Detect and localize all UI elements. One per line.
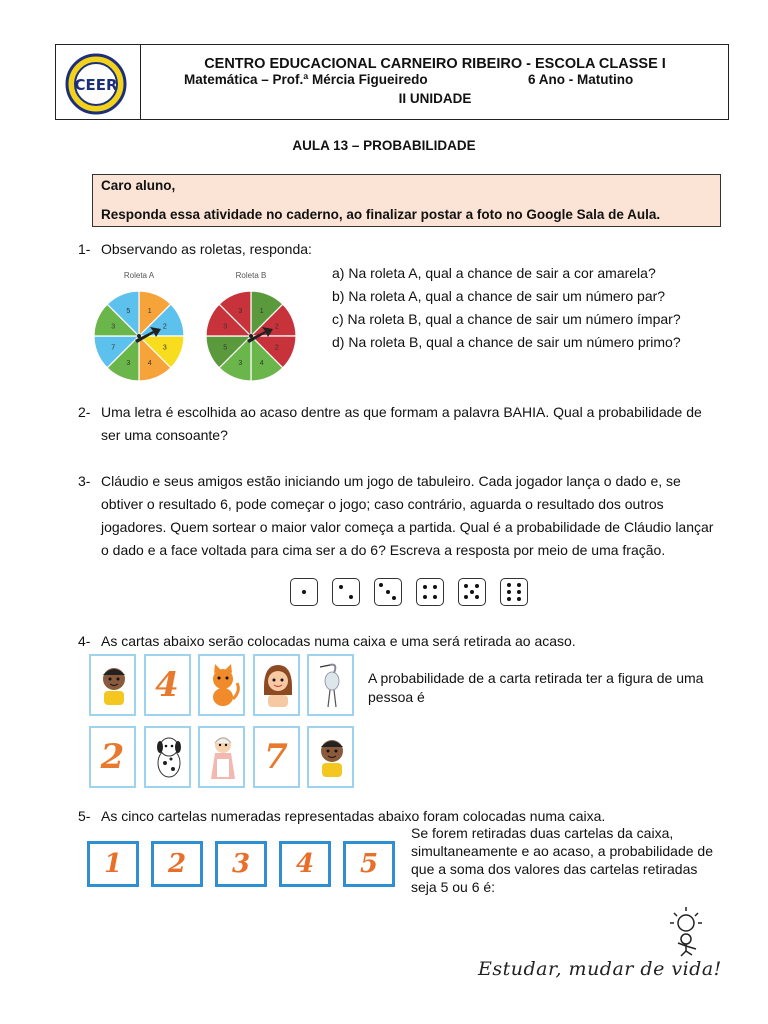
tile-number: 5: [359, 849, 379, 879]
q1-item-c: c) Na roleta B, qual a chance de sair um número ímpar?: [332, 311, 681, 327]
number-tile: [87, 841, 139, 887]
wheel-b-sector-number: 2: [274, 344, 279, 352]
card-number: 2: [100, 737, 125, 777]
die-pip: [517, 597, 521, 601]
logo-text: CEER: [74, 76, 118, 94]
boy-figure-card: [307, 726, 354, 788]
die-pip: [423, 585, 427, 589]
die-pip: [423, 595, 427, 599]
wheel-a-sector-number: 2: [162, 323, 167, 331]
wheel-a-sector-number: 3: [162, 344, 167, 352]
number-tile: [151, 841, 203, 887]
q3-line4: o dado e a face voltada para cima ser a do 6? Escreva a resposta por meio de uma fração.: [101, 542, 666, 558]
die-pip: [475, 595, 479, 599]
number-card: [144, 654, 191, 716]
die-pip: [507, 583, 511, 587]
wheel-b-sector-number: 4: [259, 359, 264, 367]
q5-prompt: As cinco cartelas numeradas representadas abaixo foram colocadas numa caixa.: [101, 808, 606, 824]
woman-figure-card: [198, 726, 245, 788]
dog-figure: [149, 733, 189, 786]
wheel-a-sector-number: 4: [147, 359, 152, 367]
boy-figure: [94, 661, 134, 714]
die-face-1: [290, 578, 318, 606]
boy-figure-card: [89, 654, 136, 716]
q5-text-line4: seja 5 ou 6 é:: [411, 879, 496, 895]
wheel-a: [94, 291, 184, 381]
die-pip: [386, 590, 390, 594]
die-pip: [339, 585, 343, 589]
dog-figure-card: [144, 726, 191, 788]
q1-prompt: Observando as roletas, responda:: [101, 241, 312, 257]
tile-number: 4: [295, 849, 315, 879]
wheel-b-label: Roleta B: [235, 271, 267, 280]
wheel-b-hub: [249, 334, 253, 338]
woman-figure: [203, 733, 243, 786]
girl-figure-card: [253, 654, 300, 716]
q4-prompt: As cartas abaixo serão colocadas numa caixa e uma será retirada ao acaso.: [101, 633, 576, 649]
q1-item-a: a) Na roleta A, qual a chance de sair a cor amarela?: [332, 265, 656, 281]
q3-line2: obtiver o resultado 6, pode começar o jogo; caso contrário, aguarda o resultado dos outros: [101, 496, 664, 512]
subject-teacher: Matemática – Prof.ª Mércia Figueiredo: [184, 72, 428, 87]
die-face-2: [332, 578, 360, 606]
tile-number: 1: [103, 849, 123, 879]
die-pip: [302, 590, 306, 594]
q5-text-line3: que a soma dos valores das cartelas retiradas: [411, 861, 698, 877]
q2-line1: Uma letra é escolhida ao acaso dentre as que formam a palavra BAHIA. Qual a probabilidade de: [101, 404, 702, 420]
card-number: 4: [155, 665, 179, 705]
wheel-b-sector-number: 1: [259, 308, 264, 316]
number-tile: [279, 841, 331, 887]
die-pip: [507, 590, 511, 594]
q2-number: 2-: [78, 404, 91, 420]
wheel-b-sector-number: 2: [274, 323, 279, 331]
die-pip: [470, 590, 474, 594]
cat-figure-card: [198, 654, 245, 716]
wheel-a-sector-number: 5: [126, 308, 131, 316]
wheel-a-sector-number: 3: [126, 359, 131, 367]
q3-number: 3-: [78, 473, 91, 489]
number-tile: [215, 841, 267, 887]
die-pip: [433, 585, 437, 589]
die-pip: [464, 595, 468, 599]
q1-item-d: d) Na roleta B, qual a chance de sair um número primo?: [332, 334, 681, 350]
q1-item-b: b) Na roleta A, qual a chance de sair um número par?: [332, 288, 666, 304]
boy-figure: [312, 733, 352, 786]
q2-line2: ser uma consoante?: [101, 427, 228, 443]
wheel-b: [206, 291, 296, 381]
notice-instruction: Responda essa atividade no caderno, ao finalizar postar a foto no Google Sala de Aula.: [101, 207, 661, 222]
footer-motto: Estudar, mudar de vida!: [478, 958, 722, 980]
tile-number: 3: [231, 849, 251, 879]
die-face-4: [416, 578, 444, 606]
die-face-3: [374, 578, 402, 606]
number-card: [253, 726, 300, 788]
die-pip: [475, 584, 479, 588]
die-pip: [433, 595, 437, 599]
wheel-a-sector-number: 7: [111, 344, 116, 352]
q4-number: 4-: [78, 633, 91, 649]
die-pip: [464, 584, 468, 588]
wheel-b-sector-number: 3: [238, 359, 243, 367]
header-box: [55, 44, 729, 120]
lightbulb-icon: [666, 905, 710, 957]
q4-answer-line2: pessoa é: [368, 689, 425, 705]
die-pip: [392, 596, 396, 600]
die-face-6: [500, 578, 528, 606]
q4-answer-line1: A probabilidade de a carta retirada ter a figura de uma: [368, 670, 704, 686]
q5-text-line1: Se forem retiradas duas cartelas da caixa,: [411, 825, 674, 841]
wheel-b-sector-number: 5: [223, 344, 228, 352]
wheel-a-hub: [137, 334, 141, 338]
bird-figure-card: [307, 654, 354, 716]
number-card: [89, 726, 136, 788]
number-tile: [343, 841, 395, 887]
wheel-b-sector-number: 3: [238, 308, 243, 316]
class-info: 6 Ano - Matutino: [528, 72, 634, 87]
wheel-a-sector-number: 1: [147, 308, 152, 316]
unit-label: II UNIDADE: [398, 91, 472, 106]
die-pip: [517, 590, 521, 594]
q3-line3: jogadores. Quem sortear o maior valor começa a partida. Qual é a probabilidade de Cláudio lançar: [101, 519, 714, 535]
die-pip: [507, 597, 511, 601]
notice-box: [92, 174, 721, 227]
die-pip: [379, 583, 383, 587]
bird-figure: [312, 661, 352, 714]
q5-text-line2: simultaneamente e ao acaso, a probabilidade de: [411, 843, 713, 859]
girl-figure: [258, 661, 298, 714]
q3-line1: Cláudio e seus amigos estão iniciando um jogo de tabuleiro. Cada jogador lança o dado e, se: [101, 473, 681, 489]
school-logo: [65, 53, 127, 115]
die-pip: [349, 595, 353, 599]
school-name: CENTRO EDUCACIONAL CARNEIRO RIBEIRO - ESCOLA CLASSE I: [204, 56, 666, 72]
wheel-a-label: Roleta A: [123, 271, 155, 280]
die-pip: [517, 583, 521, 587]
notice-greeting: Caro aluno,: [101, 178, 176, 193]
wheel-a-sector-number: 3: [111, 323, 116, 331]
die-face-5: [458, 578, 486, 606]
tile-number: 2: [167, 849, 187, 879]
q1-number: 1-: [78, 241, 91, 257]
card-number: 7: [264, 737, 288, 777]
wheel-b-sector-number: 3: [223, 323, 228, 331]
roulette-wheels: [82, 268, 320, 390]
q5-number: 5-: [78, 808, 91, 824]
cat-figure: [203, 661, 243, 714]
lesson-title: AULA 13 – PROBABILIDADE: [292, 138, 476, 153]
logo-cell: [56, 45, 141, 119]
